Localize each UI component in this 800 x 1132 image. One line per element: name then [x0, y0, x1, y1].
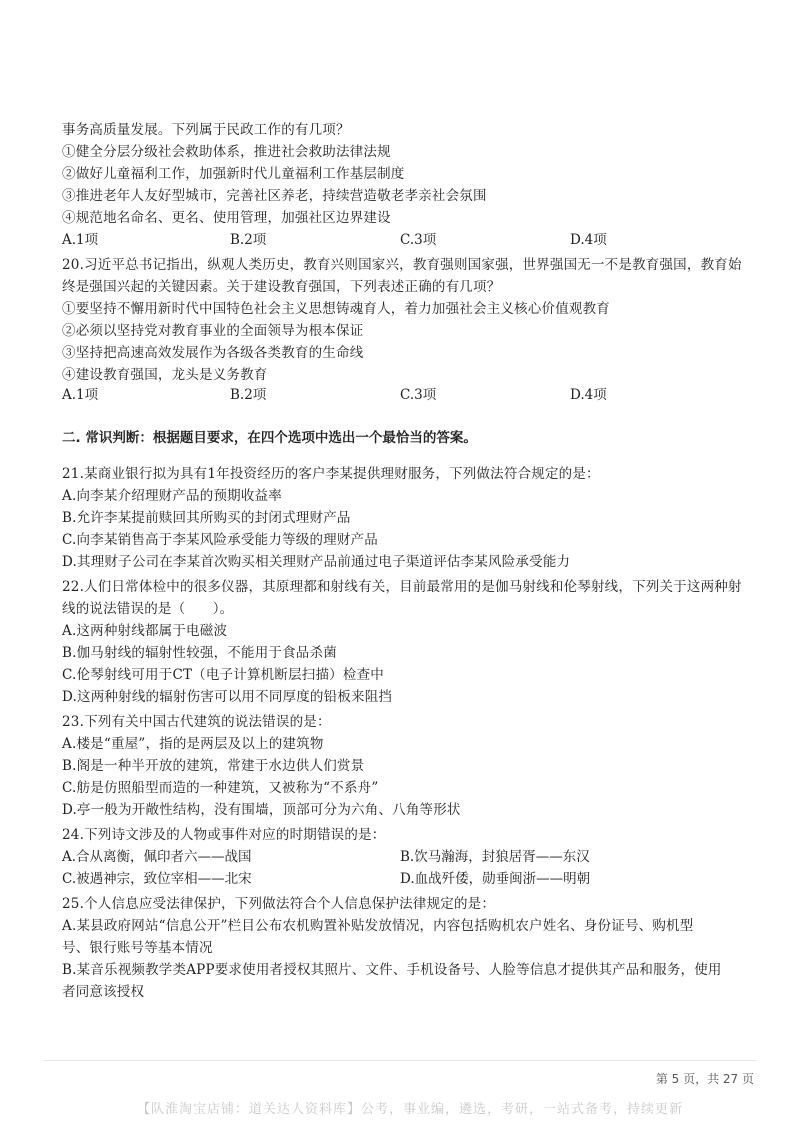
q19-option-b: B.2项: [230, 232, 267, 248]
q24-option-c: C.被遇神宗，致位宰相——北宋: [62, 871, 252, 887]
q19-item-2: ②做好儿童福利工作，加强新时代儿童福利工作基层制度: [62, 166, 405, 182]
q24-option-b: B.饮马瀚海，封狼居胥——东汉: [400, 849, 590, 865]
q23-option-b: B.阁是一种半开放的建筑，常建于水边供人们赏景: [62, 758, 365, 774]
q19-option-c: C.3项: [400, 232, 437, 248]
q23-option-c: C.舫是仿照船型而造的一种建筑，又被称为“不系舟”: [62, 780, 379, 796]
q20-option-b: B.2项: [230, 387, 267, 403]
q25-option-b-line-1: B.某音乐视频教学类APP要求使用者授权其照片、文件、手机设备号、人脸等信息才提供其产品和服务，使用: [62, 962, 722, 978]
q23-stem: 23.下列有关中国古代建筑的说法错误的是：: [62, 714, 331, 730]
q24-option-a: A.合从离衡，佩印者六——战国: [62, 849, 252, 865]
section-2-title: 二. 常识判断：根据题目要求，在四个选项中选出一个最恰当的答案。: [62, 430, 477, 446]
page-number: 第 5 页，共 27 页: [655, 1072, 754, 1086]
q21-option-d: D.其理财子公司在李某首次购买相关理财产品前通过电子渠道评估李某风险承受能力: [62, 554, 571, 570]
q22-option-c: C.伦琴射线可用于CT（电子计算机断层扫描）检查中: [62, 667, 384, 683]
q20-stem-line-2: 终是强国兴起的关键因素。关于建设教育强国，下列表述正确的有几项？: [62, 279, 501, 295]
q19-option-d: D.4项: [570, 232, 607, 248]
q25-stem: 25.个人信息应受法律保护，下列做法符合个人信息保护法律规定的是：: [62, 896, 496, 912]
watermark-text: 【队淮淘宝店铺：道关达人资料库】公考，事业编，遴选，考研，一站式备考，持续更新: [136, 1102, 683, 1117]
q20-item-4: ④建设教育强国，龙头是义务教育: [62, 367, 268, 383]
q20-option-a: A.1项: [62, 387, 99, 403]
q21-option-a: A.向李某介绍理财产品的预期收益率: [62, 488, 282, 504]
q24-stem: 24.下列诗文涉及的人物或事件对应的时期错误的是：: [62, 827, 386, 843]
q23-option-d: D.亭一般为开敞性结构，没有围墙，顶部可分为六角、八角等形状: [62, 802, 461, 818]
q21-stem: 21.某商业银行拟为具有1年投资经历的客户李某提供理财服务，下列做法符合规定的是：: [62, 466, 600, 482]
q22-stem-line-1: 22.人们日常体检中的很多仪器，其原理都和射线有关，目前最常用的是伽马射线和伦琴射线，下列关于这两种射: [62, 579, 742, 595]
footer-divider: [44, 1060, 756, 1061]
q25-option-b-line-2: 者同意该授权: [62, 984, 145, 1000]
q19-item-3: ③推进老年人友好型城市，完善社区养老，持续营造敬老孝亲社会氛围: [62, 188, 487, 204]
q25-option-a-line-2: 号、银行账号等基本情况: [62, 940, 213, 956]
q24-option-d: D.血战歼倭，勋垂闽浙——明朝: [400, 871, 591, 887]
q21-option-c: C.向李某销售高于李某风险承受能力等级的理财产品: [62, 532, 378, 548]
q20-item-2: ②必须以坚持党对教育事业的全面领导为根本保证: [62, 323, 364, 339]
q19-item-4: ④规范地名命名、更名、使用管理，加强社区边界建设: [62, 210, 391, 226]
q22-stem-line-2: 线的说法错误的是（ ）。: [62, 601, 234, 617]
q19-item-1: ①健全分层分级社会救助体系，推进社会救助法律法规: [62, 144, 391, 160]
q20-option-c: C.3项: [400, 387, 437, 403]
q21-option-b: B.允许李某提前赎回其所购买的封闭式理财产品: [62, 510, 351, 526]
q20-item-1: ①要坚持不懈用新时代中国特色社会主义思想铸魂育人，着力加强社会主义核心价值观教育: [62, 301, 610, 317]
q22-option-b: B.伽马射线的辐射性较强，不能用于食品杀菌: [62, 645, 337, 661]
q22-option-d: D.这两种射线的辐射伤害可以用不同厚度的铅板来阻挡: [62, 689, 393, 705]
q23-option-a: A.楼是“重屋”，指的是两层及以上的建筑物: [62, 736, 324, 752]
q20-stem-line-1: 20.习近平总书记指出，纵观人类历史，教育兴则国家兴，教育强则国家强，世界强国无一不是教育强国，教育始: [62, 257, 742, 273]
q22-option-a: A.这两种射线都属于电磁波: [62, 623, 228, 639]
q19-stem: 事务高质量发展。下列属于民政工作的有几项？: [62, 122, 350, 138]
q20-item-3: ③坚持把高速高效发展作为各级各类教育的生命线: [62, 345, 364, 361]
q19-option-a: A.1项: [62, 232, 99, 248]
q20-option-d: D.4项: [570, 387, 607, 403]
q25-option-a-line-1: A.某县政府网站“信息公开”栏目公布农机购置补贴发放情况，内容包括购机农户姓名、身份证号、购机型: [62, 918, 694, 934]
